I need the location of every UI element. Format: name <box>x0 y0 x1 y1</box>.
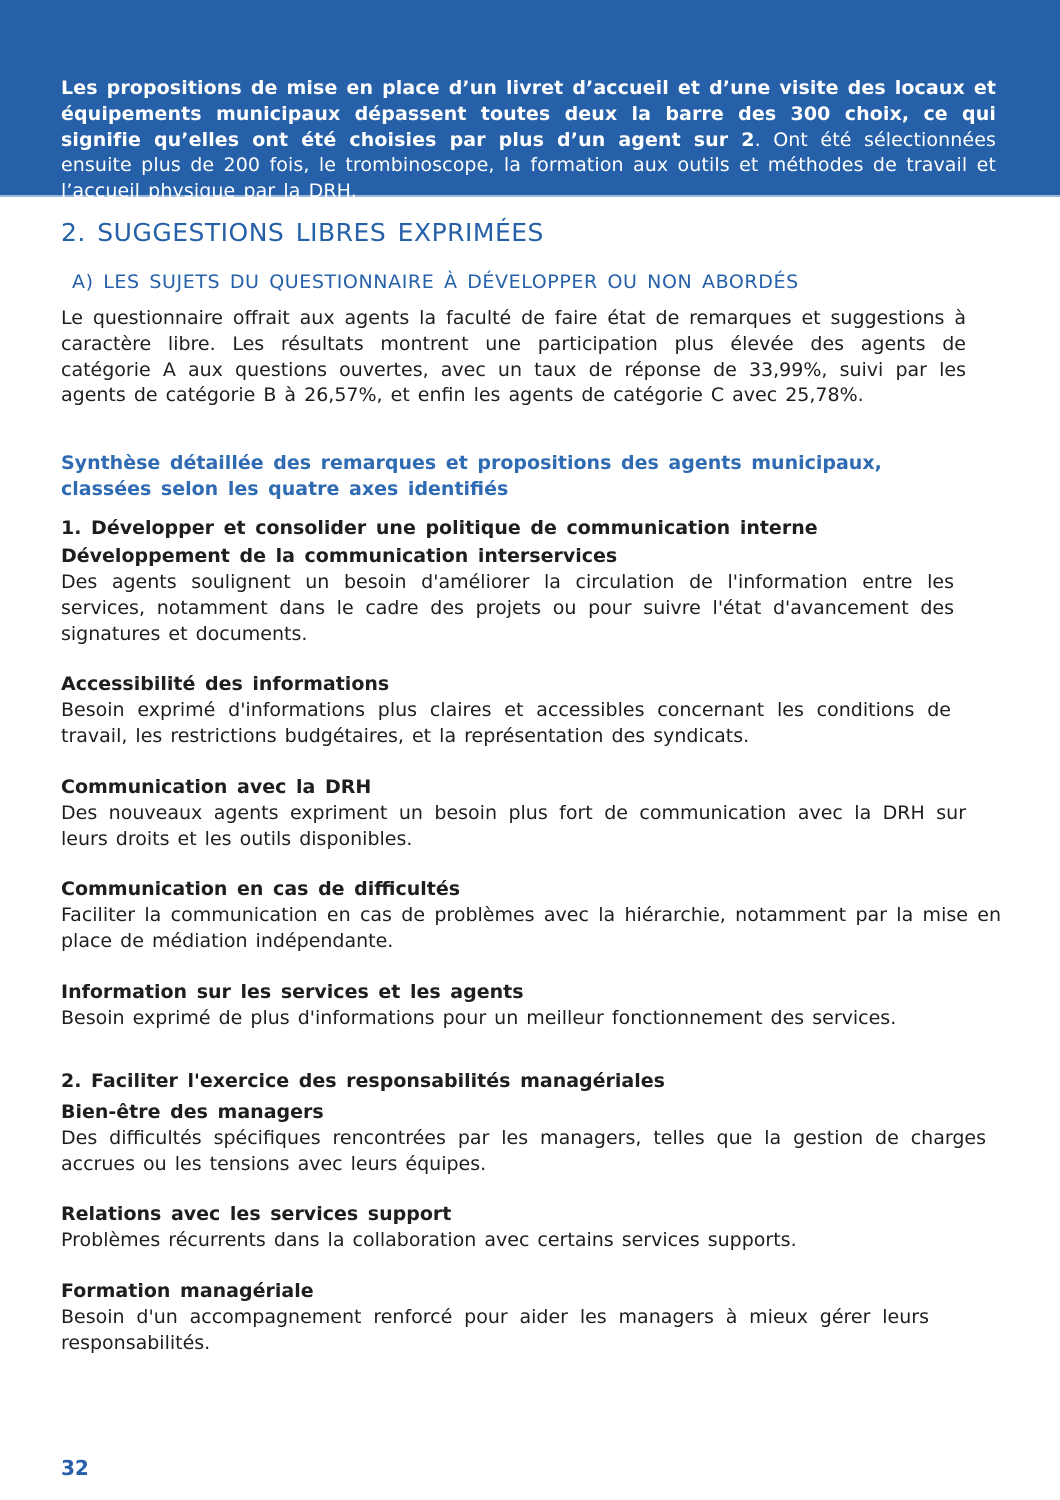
item-text: Faciliter la communication en cas de problèmes avec la hiérarchie, notamment par la mise en place de médiation indépendante. <box>61 904 1001 952</box>
banner-regular-text: . Ont été sélectionnées ensuite plus de 200 fois, le trombinoscope, la formation aux outils et méthodes de travail et l’accueil physique par la DRH. <box>61 128 996 203</box>
item-text: Besoin exprimé de plus d'informations pour un meilleur fonctionnement des services. <box>61 1007 897 1029</box>
item-text: Besoin exprimé d'informations plus claires et accessibles concernant les conditions de travail, les restrictions budgétaires, et la représentation des syndicats. <box>61 699 951 747</box>
synthesis-title: Synthèse détaillée des remarques et propositions des agents municipaux, classées selon les quatre axes identifiés <box>61 452 882 500</box>
item-heading: Formation managériale <box>61 1280 314 1302</box>
banner-bold-text: Les propositions de mise en place d’un livret d’accueil et d’une visite des locaux et équipements municipaux dépassent toutes deux la barre des 300 choix, ce qui signifie qu’elles ont été choisies par plus d’un agent sur 2 <box>61 77 996 151</box>
section-title: 2. SUGGESTIONS LIBRES EXPRIMÉES <box>61 218 544 247</box>
page-number: 32 <box>61 1456 89 1480</box>
item-heading: Bien-être des managers <box>61 1101 324 1123</box>
section-subtitle: A) LES SUJETS DU QUESTIONNAIRE À DÉVELOPPER OU NON ABORDÉS <box>72 271 799 293</box>
item-text: Problèmes récurrents dans la collaboration avec certains services supports. <box>61 1229 797 1251</box>
intro-paragraph: Le questionnaire offrait aux agents la faculté de faire état de remarques et suggestions à caractère libre. Les résultats montrent une participation plus élevée des agents de catégorie A aux questions ouvertes, avec un taux de réponse de 33,99%, suivi par les agents de catégorie B à 26,57%, et enfin les agents de catégorie C avec 25,78%. <box>61 307 966 407</box>
axis-title: 1. Développer et consolider une politique de communication interne <box>61 517 818 539</box>
item-heading: Communication en cas de difficultés <box>61 878 461 900</box>
item-text: Des difficultés spécifiques rencontrées par les managers, telles que la gestion de charges accrues ou les tensions avec leurs équipes. <box>61 1127 986 1175</box>
item-text: Des agents soulignent un besoin d'améliorer la circulation de l'information entre les services, notamment dans le cadre des projets ou pour suivre l'état d'avancement des signatures et documents. <box>61 571 954 645</box>
item-text: Besoin d'un accompagnement renforcé pour aider les managers à mieux gérer leurs responsabilités. <box>61 1306 929 1354</box>
item-heading: Information sur les services et les agents <box>61 981 524 1003</box>
banner-text <box>61 76 996 205</box>
item-heading: Communication avec la DRH <box>61 776 372 798</box>
highlight-banner <box>0 0 1060 203</box>
item-text: Des nouveaux agents expriment un besoin plus fort de communication avec la DRH sur leurs droits et les outils disponibles. <box>61 802 966 850</box>
item-heading: Accessibilité des informations <box>61 673 390 695</box>
item-heading: Relations avec les services support <box>61 1203 452 1225</box>
item-heading: Développement de la communication interservices <box>61 545 618 567</box>
axis-title: 2. Faciliter l'exercice des responsabilités managériales <box>61 1070 665 1092</box>
